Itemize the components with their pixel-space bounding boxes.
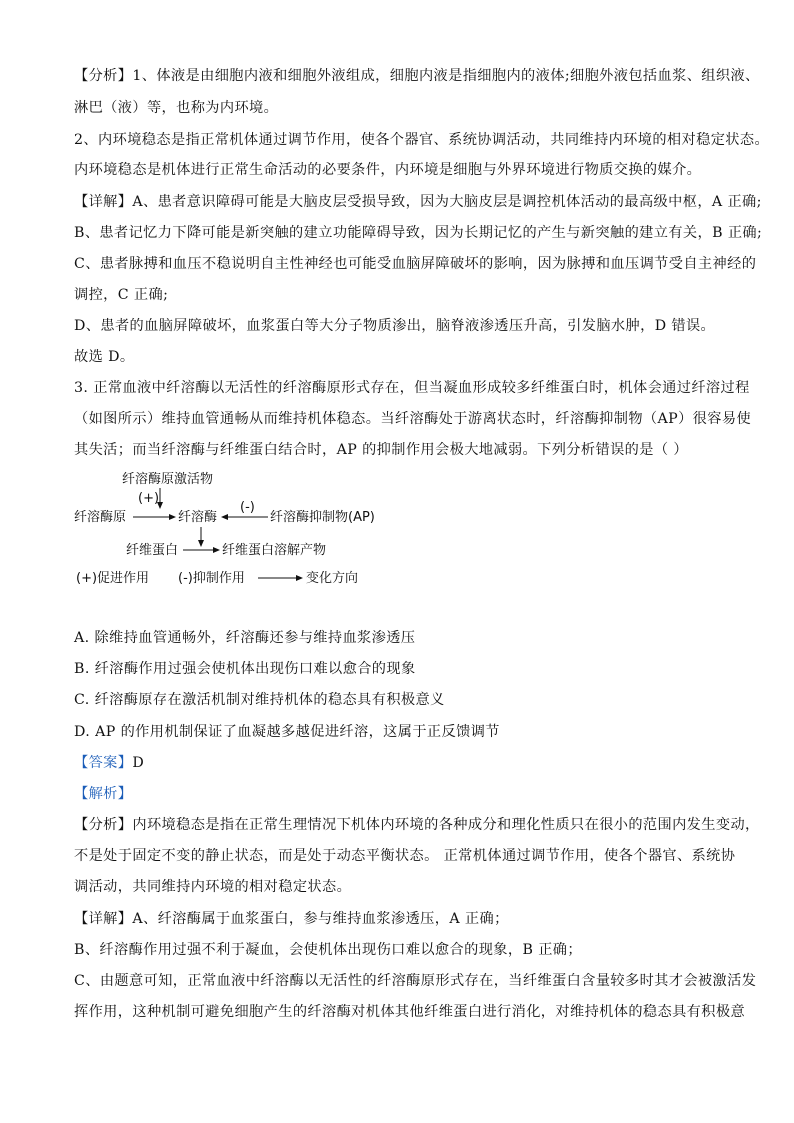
fibrin-label: 纤维蛋白 [126, 543, 179, 558]
explain-tag: 【解析】 [74, 786, 133, 802]
option-a: A. 除维持血管通畅外，纤溶酶还参与维持血浆渗透压 [74, 630, 416, 646]
legend-inhibit: (-)抑制作用 [178, 571, 245, 586]
detail-line-1: 【详解】A、患者意识障碍可能是大脑皮层受损导致，因为大脑皮层是调控机体活动的最高级中枢，A 正确; [74, 194, 762, 210]
explain-line [74, 784, 132, 804]
option-c: C. 纤溶酶原存在激活机制对维持机体的稳态具有积极意义 [74, 692, 445, 708]
detail-line-3: C、患者脉搏和血压不稳说明自主性神经也可能受血脑屏障破坏的影响，因为脉搏和血压调节受自主神经的 [74, 256, 757, 272]
answer-line [74, 753, 144, 773]
inhibitor-label: 纤溶酶抑制物(AP) [270, 510, 375, 525]
analysis2-line-2: 不是处于固定不变的静止状态，而是处于动态平衡状态。 正常机体通过调节作用，使各个器官、系统协 [74, 848, 736, 864]
analysis-line-2: 淋巴（液）等，也称为内环境。 [74, 100, 279, 116]
legend-direction: 变化方向 [306, 571, 359, 586]
detail-line-4: 调控，C 正确; [74, 287, 169, 303]
analysis-line-4: 内环境稳态是机体进行正常生命活动的必要条件，内环境是细胞与外界环境进行物质交换的媒介。 [74, 162, 702, 178]
question-line-3: 其失活；而当纤溶酶与纤维蛋白结合时，AP 的抑制作用会极大地减弱。下列分析错误的是（ ） [74, 442, 688, 458]
analysis-line-3: 2、内环境稳态是指正常机体通过调节作用，使各个器官、系统协调活动，共同维持内环境的相对稳定状态。 [74, 132, 770, 148]
detail-line-5: D、患者的血脑屏障破坏，血浆蛋白等大分子物质渗出，脑脊液渗透压升高，引发脑水肿，D 错误。 [74, 318, 716, 334]
answer-value: D [132, 755, 145, 771]
analysis-line-1: 【分析】1、体液是由细胞内液和细胞外液组成，细胞内液是指细胞内的液体;细胞外液包括血浆、组织液、 [74, 68, 760, 84]
products-label: 纤维蛋白溶解产物 [222, 543, 327, 558]
analysis2-line-3: 调活动，共同维持内环境的相对稳定状态。 [74, 879, 352, 895]
detail2-line-2: B、纤溶酶作用过强不利于凝血，会使机体出现伤口难以愈合的现象，B 正确； [74, 942, 582, 958]
detail2-line-1: 【详解】A、纤溶酶属于血浆蛋白，参与维持血浆渗透压，A 正确； [74, 911, 509, 927]
plasminogen-label: 纤溶酶原 [74, 510, 127, 525]
plus-label: (+) [138, 491, 160, 506]
option-d: D. AP 的作用机制保证了血凝越多越促进纤溶，这属于正反馈调节 [74, 724, 500, 740]
option-b: B. 纤溶酶作用过强会使机体出现伤口难以愈合的现象 [74, 661, 416, 677]
detail2-line-3: C、由题意可知，正常血液中纤溶酶以无活性的纤溶酶原形式存在，当纤维蛋白含量较多时其才会被激活发 [74, 973, 757, 989]
detail-line-2: B、患者记忆力下降可能是新突触的建立功能障碍导致，因为长期记忆的产生与新突触的建立有关，B 正确; [74, 225, 763, 241]
plasmin-label: 纤溶酶 [178, 510, 218, 525]
question-line-1: 3. 正常血液中纤溶酶以无活性的纤溶酶原形式存在，但当凝血形成较多纤维蛋白时，机体会通过纤溶过程 [74, 380, 750, 396]
detail2-line-4: 挥作用，这种机制可避免细胞产生的纤溶酶对机体其他纤维蛋白进行消化，对维持机体的稳态具有积极意 [74, 1004, 746, 1020]
detail-line-6: 故选 D。 [74, 349, 135, 365]
analysis2-line-1: 【分析】内环境稳态是指在正常生理情况下机体内环境的各种成分和理化性质只在很小的范围内发生变动， [74, 817, 760, 833]
answer-tag: 【答案】 [74, 755, 133, 771]
legend-promote: (+)促进作用 [76, 571, 150, 586]
minus-label: (-) [240, 500, 255, 515]
activator-label: 纤溶酶原激活物 [122, 472, 214, 487]
question-line-2: （如图所示）维持血管通畅从而维持机体稳态。当纤溶酶处于游离状态时，纤溶酶抑制物（AP）很容易使 [74, 411, 752, 427]
